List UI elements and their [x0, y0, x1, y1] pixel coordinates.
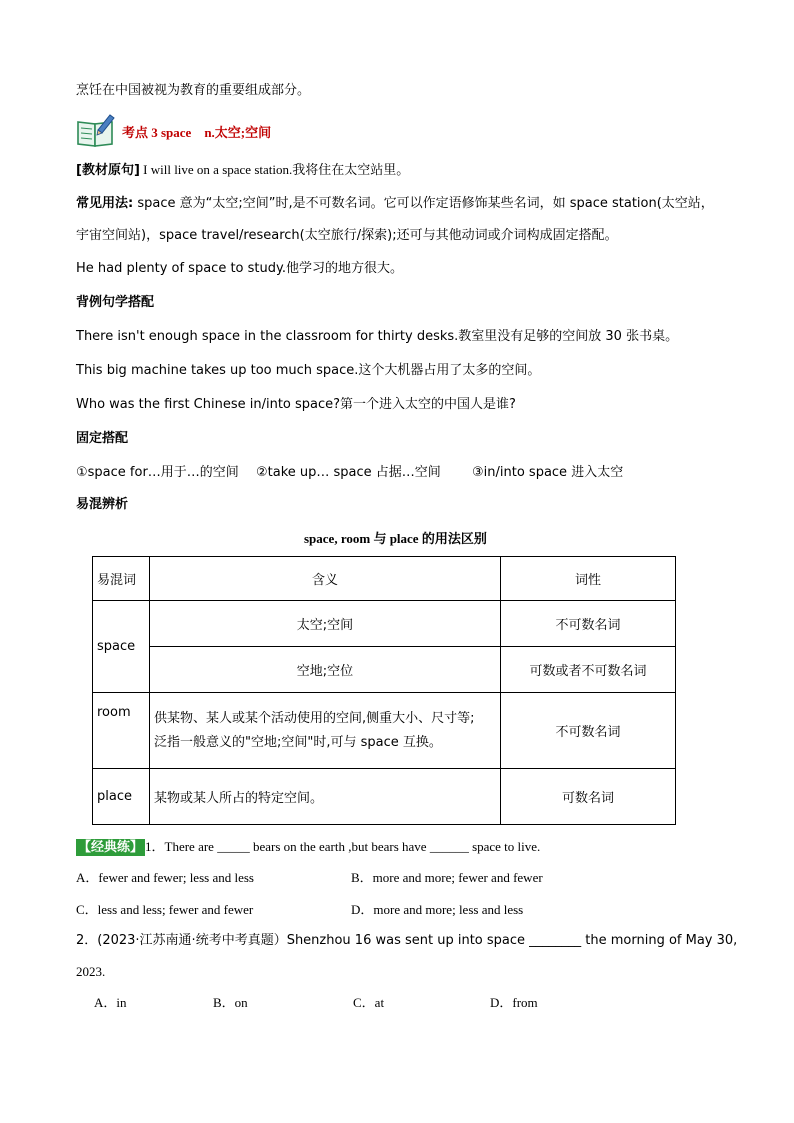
- table-row: [93, 693, 676, 769]
- fixed-heading: 固定搭配: [76, 431, 129, 446]
- q2-option-a[interactable]: A．in: [94, 995, 127, 1010]
- table-header-row: [93, 557, 676, 601]
- example-sentence-2: This big machine takes up too much space.这个大机器占用了太多的空间。: [76, 363, 541, 378]
- kaodian-title: 考点 3 space n.太空;空间: [122, 125, 272, 140]
- header-meaning: 含义: [150, 557, 501, 601]
- phrase-space-for: ①space for…用于…的空间: [76, 465, 239, 480]
- q1-option-d[interactable]: D．more and more; less and less: [351, 902, 524, 917]
- pos-space-2: 可数或者不可数名词: [501, 647, 676, 693]
- meaning-place: 某物或某人所占的特定空间。: [150, 769, 501, 825]
- pos-space-1: 不可数名词: [501, 601, 676, 647]
- meaning-room-line-2: 泛指一般意义的"空地;空间"时,可与 space 互换。: [154, 734, 442, 750]
- q2-option-b[interactable]: B．on: [213, 995, 248, 1010]
- word-room: room: [93, 693, 150, 769]
- q1-option-c[interactable]: C．less and less; fewer and fewer: [76, 902, 254, 917]
- phrase-in-into-space: ③in/into space 进入太空: [472, 465, 624, 480]
- question-2-line-1: 2．(2023·江苏南通·统考中考真题）Shenzhou 16 was sent up into space ________ the morning of May 30,: [76, 933, 738, 948]
- q1-option-a[interactable]: A．fewer and fewer; less and less: [76, 870, 254, 885]
- usage-text-2: 宇宙空间站)，space travel/research(太空旅行/探索);还可与其他动词或介词构成固定搭配。: [76, 228, 618, 243]
- example-sentence-3: Who was the first Chinese in/into space?第一个进入太空的中国人是谁?: [76, 397, 516, 412]
- intro-line: 烹饪在中国被视为教育的重要组成部分。: [76, 83, 311, 98]
- confusion-heading: 易混辨析: [76, 497, 129, 512]
- word-space: space: [93, 601, 150, 693]
- table-row: [93, 601, 676, 647]
- header-pos: 词性: [501, 557, 676, 601]
- book-pencil-icon: [76, 112, 116, 148]
- header-word: 易混词: [93, 557, 150, 601]
- question-2-line-2: 2023.: [76, 964, 106, 979]
- pos-place: 可数名词: [501, 769, 676, 825]
- meaning-space-2: 空地;空位: [150, 647, 501, 693]
- table-row: [93, 769, 676, 825]
- usage-text-1: space 意为“太空;空间”时,是不可数名词。它可以作定语修饰某些名词，如 space station(太空站，: [137, 196, 714, 211]
- usage-label: 常见用法:: [76, 196, 134, 211]
- example-sentence-1: There isn't enough space in the classroom for thirty desks.教室里没有足够的空间放 30 张书桌。: [76, 329, 679, 344]
- phrase-take-up: ②take up… space 占据…空间: [256, 465, 441, 480]
- q2-option-d[interactable]: D．from: [490, 995, 538, 1010]
- q2-option-c[interactable]: C．at: [353, 995, 385, 1010]
- exercise-tag: 【经典练】: [78, 840, 144, 855]
- word-place: place: [93, 769, 150, 825]
- sentence-heading: 背例句学搭配: [76, 295, 155, 310]
- question-1: 1．There are _____ bears on the earth ,but bears have ______ space to live.: [145, 839, 541, 854]
- usage-example: He had plenty of space to study.他学习的地方很大。: [76, 261, 403, 276]
- table-row: [93, 647, 676, 693]
- kaodian-header: [76, 112, 436, 148]
- meaning-space-1: 太空;空间: [150, 601, 501, 647]
- comparison-table: [92, 556, 676, 825]
- meaning-room-line-1: 供某物、某人或某个活动使用的空间,侧重大小、尺寸等;: [154, 710, 475, 726]
- source-text: I will live on a space station.我将住在太空站里。: [139, 162, 410, 177]
- q1-option-b[interactable]: B．more and more; fewer and fewer: [351, 870, 543, 885]
- source-label: [教材原句]: [76, 163, 140, 178]
- table-title: space, room 与 place 的用法区别: [304, 531, 487, 546]
- pos-room: 不可数名词: [501, 693, 676, 769]
